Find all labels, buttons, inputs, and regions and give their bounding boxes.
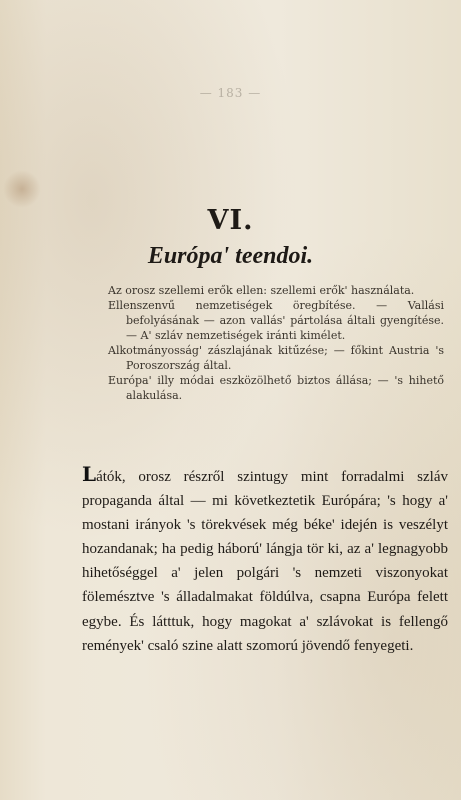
chapter-summary <box>108 283 444 403</box>
paragraph-text: átók, orosz részről szintugy mint forradalmi szláv propaganda által — mi következtetik Európára; 's hogy a' mostani irányok 's törekvések még béke' idején is veszélyt hozandanak; ha pedig háború' lángja tör ki, az a' legnagyobb hihetőséggel a' jelen polgári 's nemzeti viszonyokat fölemésztve 's álladalmakat földúlva, csapna Európa felett egybe. És látttuk, hogy magokat a' szlávokat is fellengő remények' csaló szine alatt szomorú jövendő fenyegeti. <box>82 469 448 654</box>
body-paragraph <box>82 462 448 658</box>
summary-line: Európa' illy módai eszközölhető biztos állása; — 's hihető alakulása. <box>108 374 444 402</box>
summary-line: Az orosz szellemi erők ellen: szellemi erők' használata. <box>108 284 415 297</box>
chapter-title: Európa' teendoi. <box>147 243 314 269</box>
summary-line: Ellenszenvű nemzetiségek öregbítése. — Vallási befolyásának — azon vallás' pártolása általi gyengítése. — A' szláv nemzetiségek iránti kimélet. <box>108 299 444 342</box>
page-number: — 183 — <box>199 86 262 100</box>
paper-stain <box>3 170 41 208</box>
chapter-number: VI. <box>207 205 254 236</box>
drop-cap: L <box>82 462 97 486</box>
summary-line: Alkotmányosság' zászlajának kitűzése; — főkint Austria 's Poroszország által. <box>108 344 444 372</box>
